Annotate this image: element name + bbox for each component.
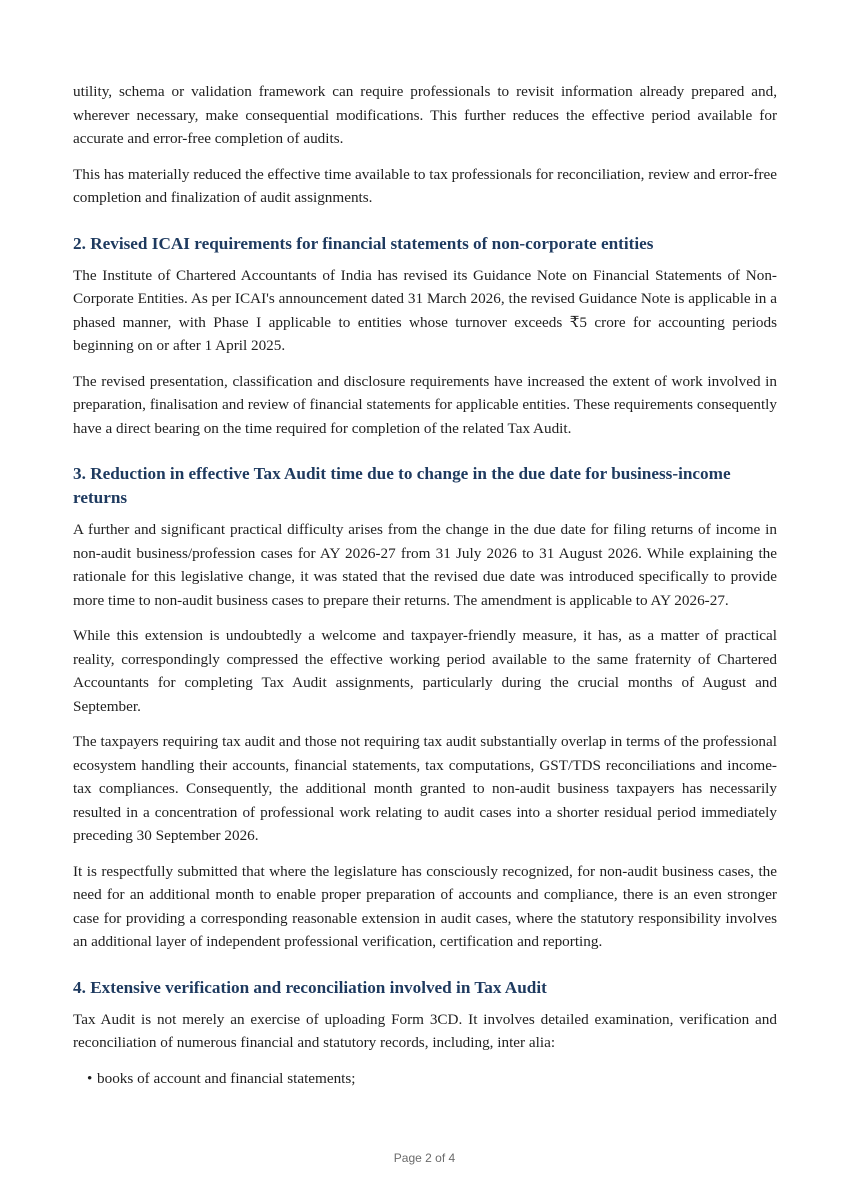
section-4-heading: 4. Extensive verification and reconciliation involved in Tax Audit (73, 977, 547, 997)
section-3-paragraph-1: A further and significant practical difficulty arises from the change in the due date for filing returns of income in non-audit business/profession cases for AY 2026-27 from 31 July 2026 to 31 August 2026. While explaining the rationale for this legislative change, it was stated that the revised due date was introduced specifically to provide more time to non-audit business cases to prepare their returns. The amendment is applicable to AY 2026-27. (73, 521, 777, 609)
list-item-text: books of account and financial statements; (97, 1069, 356, 1087)
page-number: Page 2 of 4 (393, 1151, 456, 1165)
section-2-paragraph-1: The Institute of Chartered Accountants of India has revised its Guidance Note on Financial Statements of Non-Corporate Entities. As per ICAI's announcement dated 31 March 2026, the revised Guidance Note is applicable in a phased manner, with Phase I applicable to entities whose turnover exceeds ₹5 crore for accounting periods beginning on or after 1 April 2025. (73, 266, 777, 354)
section-3-paragraph-4: It is respectfully submitted that where the legislature has consciously recognized, for non-audit business cases, the need for an additional month to enable proper preparation of accounts and compliance, there is an even stronger case for providing a corresponding reasonable extension in audit cases, where the statutory responsibility involves an additional layer of independent professional verification, certification and reporting. (73, 862, 777, 950)
document-body (73, 80, 777, 1090)
section-4-bullet-list (73, 1067, 777, 1091)
section-4-paragraph-1: Tax Audit is not merely an exercise of uploading Form 3CD. It involves detailed examination, verification and reconciliation of numerous financial and statutory records, including, inter alia: (73, 1010, 777, 1051)
bullet-icon: • (87, 1069, 93, 1087)
section-2-paragraph-2: The revised presentation, classification and disclosure requirements have increased the extent of work involved in preparation, finalisation and review of financial statements for applicable entities. These requirements consequently have a direct bearing on the time required for completion of the related Tax Audit. (73, 372, 777, 437)
intro-paragraph-2: This has materially reduced the effective time available to tax professionals for reconciliation, review and error-free completion and finalization of audit assignments. (73, 165, 777, 206)
intro-paragraph-1: utility, schema or validation framework can require professionals to revisit information already prepared and, wherever necessary, make consequential modifications. This further reduces the effective period available for accurate and error-free completion of audits. (73, 83, 777, 147)
list-item (87, 1067, 777, 1091)
section-2-heading: 2. Revised ICAI requirements for financial statements of non-corporate entities (73, 233, 654, 253)
section-3-paragraph-2: While this extension is undoubtedly a welcome and taxpayer-friendly measure, it has, as a matter of practical reality, correspondingly compressed the effective working period available to the same fraternity of Chartered Accountants for completing Tax Audit assignments, particularly during the crucial months of August and September. (73, 627, 777, 715)
section-3-heading: 3. Reduction in effective Tax Audit time due to change in the due date for business-income returns (73, 464, 731, 507)
section-3-paragraph-3: The taxpayers requiring tax audit and those not requiring tax audit substantially overlap in terms of the professional ecosystem handling their accounts, financial statements, tax computations, GST/TDS reconciliations and income-tax compliances. Consequently, the additional month granted to non-audit business taxpayers has necessarily resulted in a concentration of professional work relating to audit cases into a shorter residual period immediately preceding 30 September 2026. (73, 733, 777, 844)
